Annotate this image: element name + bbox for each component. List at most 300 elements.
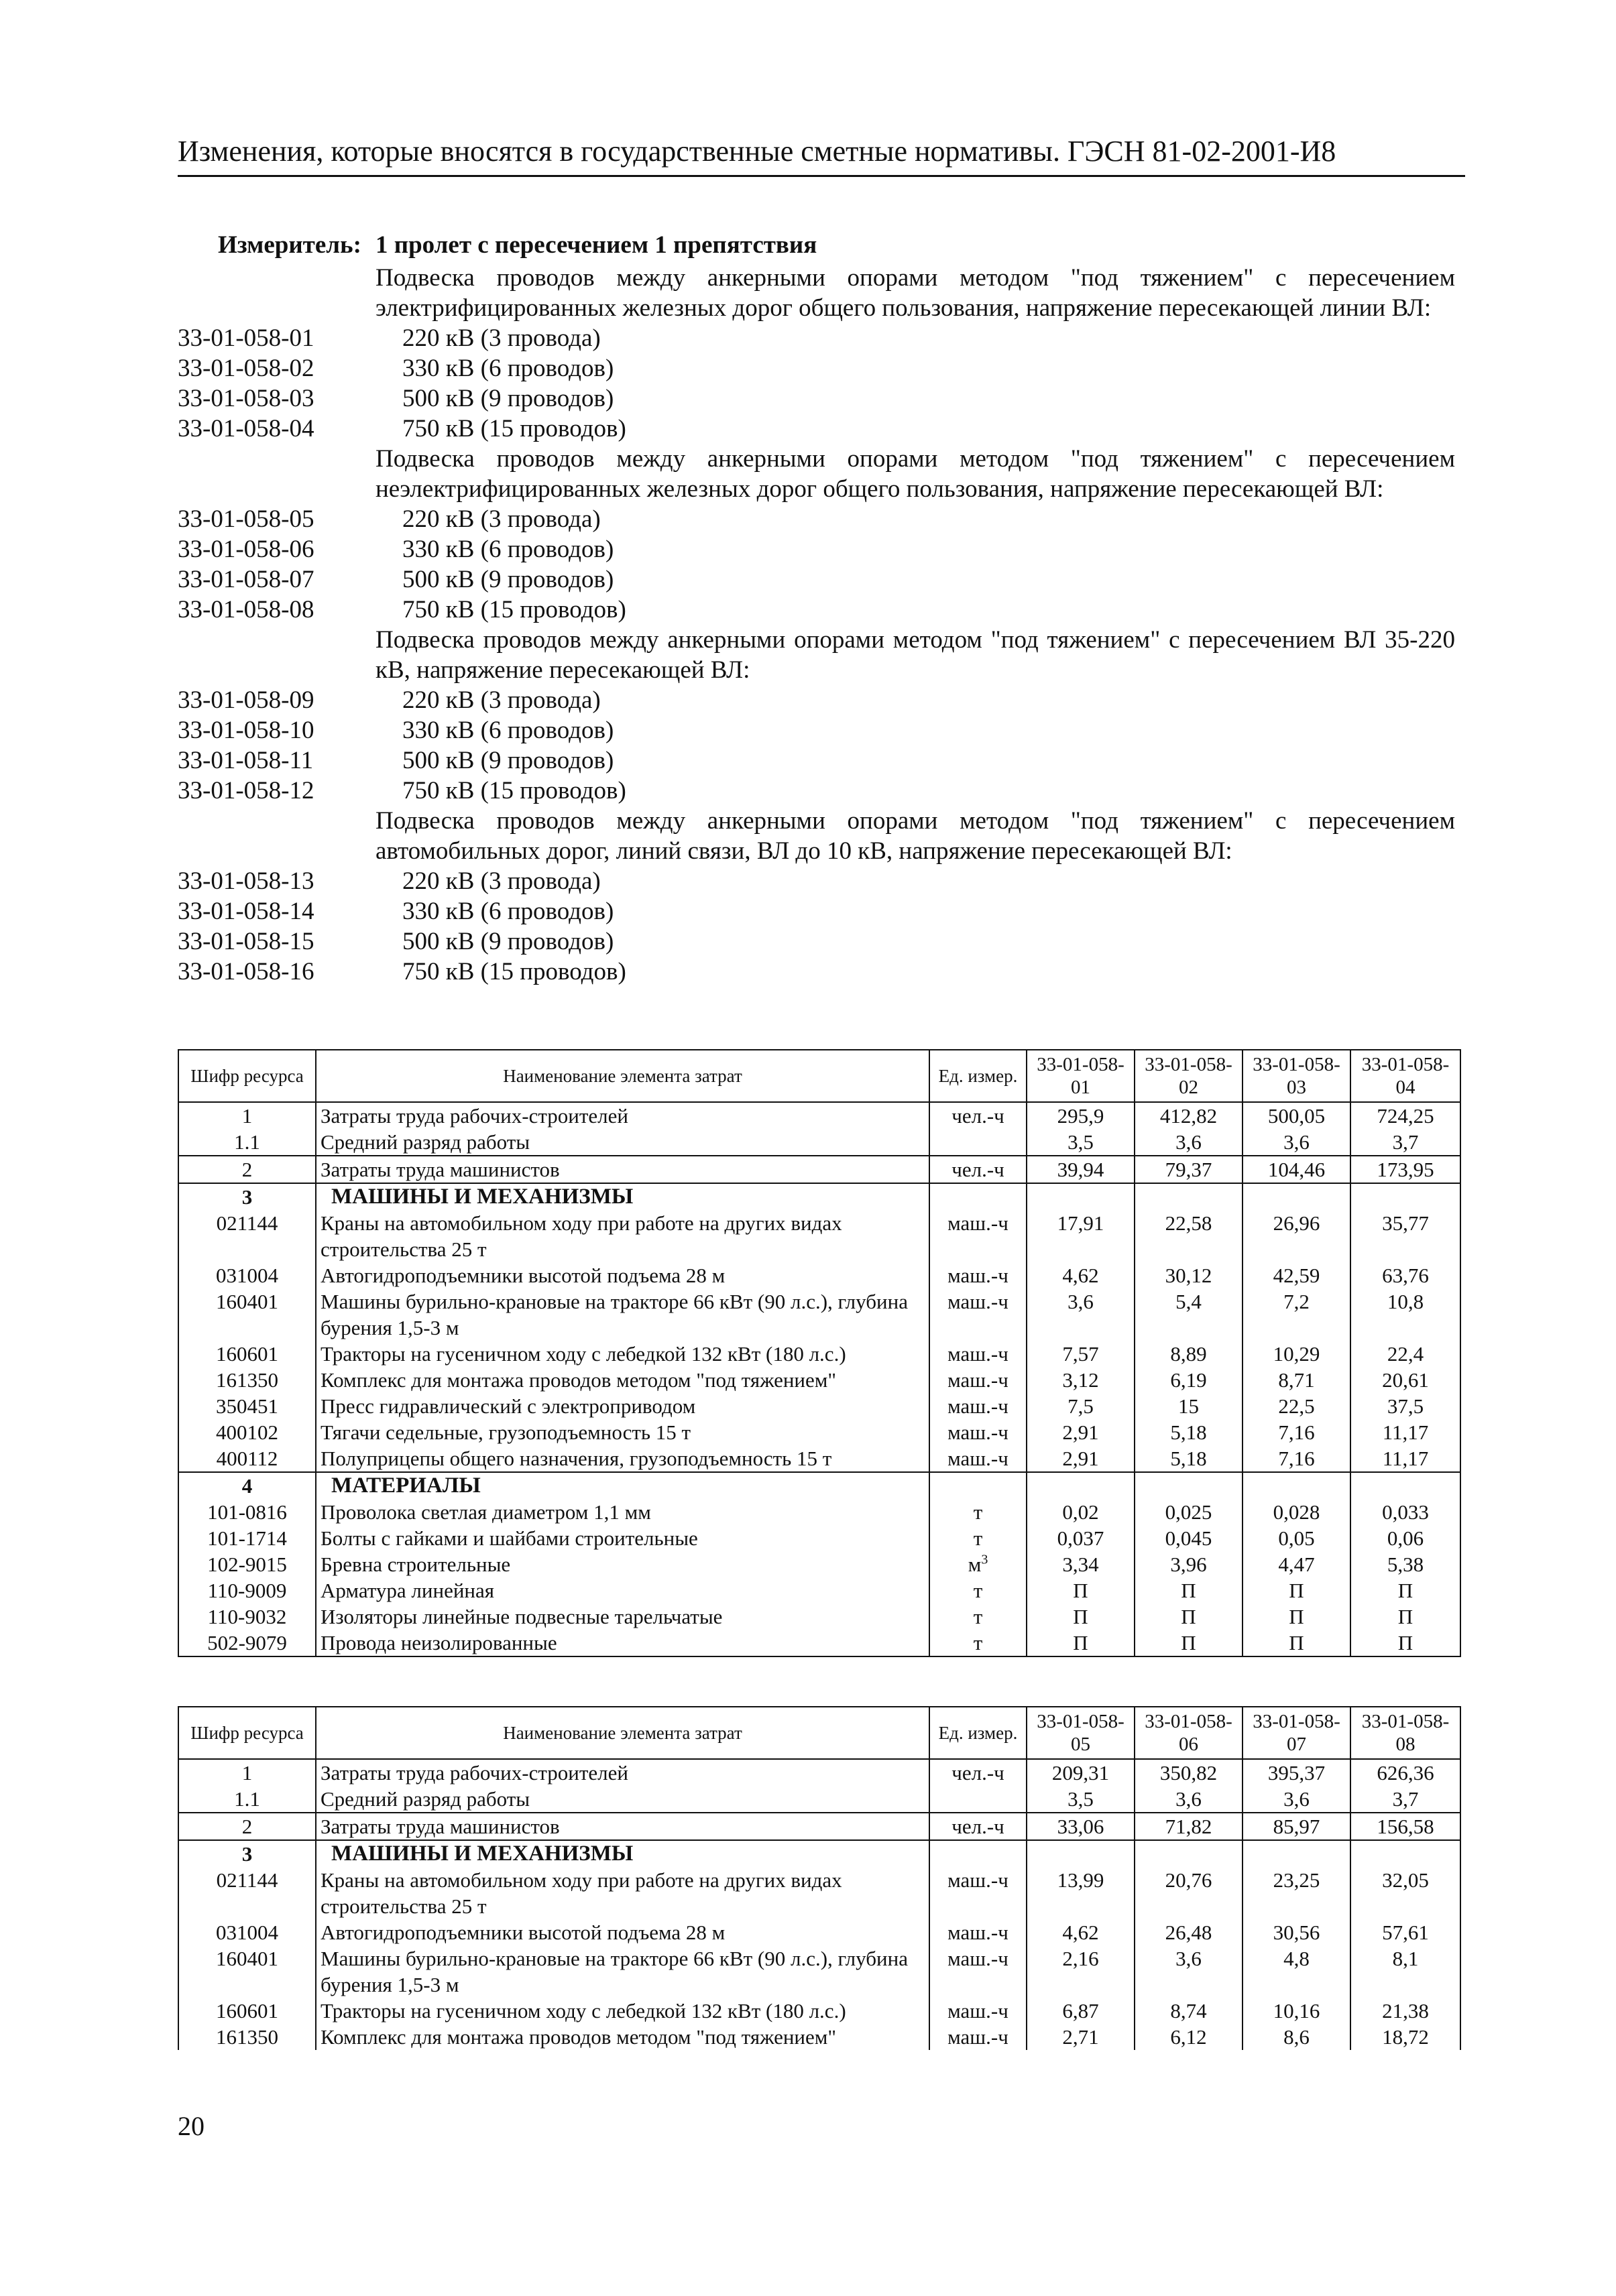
cell-unit <box>929 1945 1027 1998</box>
cell-value: 8,71 <box>1243 1367 1350 1393</box>
cell-value: 10,29 <box>1243 1341 1350 1367</box>
cell-unit <box>929 1577 1027 1604</box>
cell-name: Изоляторы линейные подвесные тарельчатые <box>316 1604 929 1630</box>
cell-name: Арматура линейная <box>316 1577 929 1604</box>
cell-value: 626,36 <box>1350 1759 1460 1786</box>
norm-text: 220 кВ (3 провода) <box>402 505 601 533</box>
cell-value: П <box>1135 1577 1243 1604</box>
cell-value: 18,72 <box>1350 2024 1460 2050</box>
unit-text: маш.-ч <box>947 1921 1008 1944</box>
cell-value: 5,18 <box>1135 1419 1243 1445</box>
norm-text: 750 кВ (15 проводов) <box>402 596 626 623</box>
unit-text: т <box>973 1605 983 1628</box>
cell-value: 0,028 <box>1243 1499 1350 1525</box>
norm-text: 750 кВ (15 проводов) <box>402 777 626 804</box>
norm-code: 33-01-058-07 <box>178 566 314 593</box>
norm-text: 330 кВ (6 проводов) <box>402 898 614 925</box>
cell-value: 22,58 <box>1135 1210 1243 1262</box>
measure-label: Измеритель: <box>218 231 361 259</box>
cell-unit <box>929 1262 1027 1288</box>
table-row <box>178 1367 1460 1393</box>
norm-item <box>178 564 1455 595</box>
cell-value: 15 <box>1135 1393 1243 1419</box>
cell-name: Комплекс для монтажа проводов методом "под тяжением" <box>316 2024 929 2050</box>
cell-value <box>1027 1183 1135 1210</box>
header-norm-code: 33-01-058-03 <box>1243 1050 1350 1102</box>
unit-text: чел.-ч <box>951 1815 1004 1838</box>
norm-item <box>178 745 1455 776</box>
norm-item <box>178 685 1455 715</box>
norm-code: 33-01-058-01 <box>178 324 314 352</box>
cell-value: П <box>1135 1630 1243 1656</box>
table-row <box>178 1445 1460 1472</box>
cell-code: 502-9079 <box>178 1630 316 1656</box>
cell-value: 7,16 <box>1243 1419 1350 1445</box>
header-norm-code: 33-01-058-02 <box>1135 1050 1243 1102</box>
cell-value: П <box>1027 1577 1135 1604</box>
norm-group <box>178 625 1455 806</box>
header-unit: Ед. измер. <box>929 1050 1027 1102</box>
cell-value: 30,12 <box>1135 1262 1243 1288</box>
norm-code: 33-01-058-05 <box>178 505 314 533</box>
cell-value: П <box>1027 1630 1135 1656</box>
table-row <box>178 1102 1460 1129</box>
cell-value: 2,16 <box>1027 1945 1135 1998</box>
cost-table-1 <box>178 1049 1461 1657</box>
cell-unit <box>929 1183 1027 1210</box>
cell-unit <box>929 1472 1027 1499</box>
cell-value: 3,6 <box>1027 1288 1135 1341</box>
unit-superscript: 3 <box>981 1552 988 1567</box>
norm-text: 500 кВ (9 проводов) <box>402 747 614 774</box>
cell-value: 79,37 <box>1135 1156 1243 1183</box>
cell-value: 20,61 <box>1350 1367 1460 1393</box>
norm-item <box>178 323 1455 353</box>
norm-item <box>178 353 1455 383</box>
cell-value: 2,91 <box>1027 1445 1135 1472</box>
cell-unit <box>929 1551 1027 1577</box>
cell-value: 0,037 <box>1027 1525 1135 1551</box>
cell-value: П <box>1243 1604 1350 1630</box>
cell-unit <box>929 1630 1027 1656</box>
table-row <box>178 1288 1460 1341</box>
cell-code: 160601 <box>178 1341 316 1367</box>
norm-code: 33-01-058-16 <box>178 958 314 985</box>
cell-code: 160401 <box>178 1288 316 1341</box>
header-code: Шифр ресурса <box>178 1707 316 1759</box>
cell-value: 4,8 <box>1243 1945 1350 1998</box>
table-row <box>178 1262 1460 1288</box>
table-row <box>178 1129 1460 1156</box>
page-number: 20 <box>178 2111 205 2141</box>
cell-value: 156,58 <box>1350 1813 1460 1840</box>
norm-text: 330 кВ (6 проводов) <box>402 717 614 744</box>
cell-value <box>1350 1840 1460 1867</box>
cell-value: 8,1 <box>1350 1945 1460 1998</box>
cell-value: 3,6 <box>1135 1129 1243 1156</box>
cell-value: 395,37 <box>1243 1759 1350 1786</box>
table-row <box>178 1919 1460 1945</box>
cell-code: 021144 <box>178 1867 316 1919</box>
cell-value: П <box>1243 1630 1350 1656</box>
cell-value: 26,48 <box>1135 1919 1243 1945</box>
header-norm-code: 33-01-058-01 <box>1027 1050 1135 1102</box>
cell-value: 10,16 <box>1243 1998 1350 2024</box>
cell-unit <box>929 1840 1027 1867</box>
table-row <box>178 1945 1460 1998</box>
cell-unit <box>929 1129 1027 1156</box>
cell-value <box>1350 1472 1460 1499</box>
cell-value: 0,02 <box>1027 1499 1135 1525</box>
cell-code: 101-0816 <box>178 1499 316 1525</box>
cell-unit <box>929 2024 1027 2050</box>
unit-text: маш.-ч <box>947 1264 1008 1287</box>
cell-value: 23,25 <box>1243 1867 1350 1919</box>
cell-value <box>1350 1183 1460 1210</box>
cell-code: 3 <box>178 1840 316 1867</box>
norm-item <box>178 414 1455 444</box>
cell-name: Болты с гайками и шайбами строительные <box>316 1525 929 1551</box>
header-code: Шифр ресурса <box>178 1050 316 1102</box>
cell-value <box>1027 1840 1135 1867</box>
cell-value: 3,5 <box>1027 1129 1135 1156</box>
norm-text: 500 кВ (9 проводов) <box>402 566 614 593</box>
cell-value: 42,59 <box>1243 1262 1350 1288</box>
table-row <box>178 1759 1460 1786</box>
cell-name: Средний разряд работы <box>316 1129 929 1156</box>
unit-text: маш.-ч <box>947 1394 1008 1418</box>
cell-code: 102-9015 <box>178 1551 316 1577</box>
cell-value: 5,18 <box>1135 1445 1243 1472</box>
cell-name: Проволока светлая диаметром 1,1 мм <box>316 1499 929 1525</box>
cell-value: 71,82 <box>1135 1813 1243 1840</box>
cell-name: Автогидроподъемники высотой подъема 28 м <box>316 1919 929 1945</box>
norm-item <box>178 926 1455 957</box>
cell-name: МАШИНЫ И МЕХАНИЗМЫ <box>316 1840 929 1867</box>
norm-code: 33-01-058-06 <box>178 536 314 563</box>
unit-text: т <box>973 1631 983 1654</box>
cell-value: 3,6 <box>1135 1786 1243 1813</box>
cell-value: 57,61 <box>1350 1919 1460 1945</box>
norm-code: 33-01-058-14 <box>178 898 314 925</box>
cell-value: 22,5 <box>1243 1393 1350 1419</box>
unit-text: маш.-ч <box>947 1868 1008 1892</box>
cell-value: 3,5 <box>1027 1786 1135 1813</box>
cell-value <box>1243 1840 1350 1867</box>
cell-code: 110-9032 <box>178 1604 316 1630</box>
cell-code: 161350 <box>178 1367 316 1393</box>
cell-code: 400102 <box>178 1419 316 1445</box>
cell-name: Полуприцепы общего назначения, грузоподъемность 15 т <box>316 1445 929 1472</box>
table-row <box>178 1419 1460 1445</box>
cell-unit <box>929 1919 1027 1945</box>
table-row <box>178 1630 1460 1656</box>
cell-value <box>1243 1472 1350 1499</box>
table-row <box>178 2024 1460 2050</box>
cell-value: 3,7 <box>1350 1129 1460 1156</box>
table-row <box>178 1577 1460 1604</box>
unit-text: маш.-ч <box>947 1447 1008 1470</box>
header-name: Наименование элемента затрат <box>316 1050 929 1102</box>
cell-value: 7,2 <box>1243 1288 1350 1341</box>
cell-name: МАШИНЫ И МЕХАНИЗМЫ <box>316 1183 929 1210</box>
cell-unit <box>929 1813 1027 1840</box>
cell-code: 101-1714 <box>178 1525 316 1551</box>
cell-unit <box>929 1341 1027 1367</box>
group-description: Подвеска проводов между анкерными опорами методом "под тяжением" с пересечением ВЛ 35-220 кВ, напряжение пересекающей ВЛ: <box>376 626 1455 684</box>
cell-value: 7,5 <box>1027 1393 1135 1419</box>
header-norm-code: 33-01-058-08 <box>1350 1707 1460 1759</box>
cell-unit <box>929 1786 1027 1813</box>
unit-text: м <box>968 1553 982 1576</box>
norm-code: 33-01-058-03 <box>178 385 314 412</box>
cell-code: 021144 <box>178 1210 316 1262</box>
norm-text: 500 кВ (9 проводов) <box>402 928 614 955</box>
cell-value: 2,91 <box>1027 1419 1135 1445</box>
header-name: Наименование элемента затрат <box>316 1707 929 1759</box>
cell-value: 26,96 <box>1243 1210 1350 1262</box>
table-row <box>178 1393 1460 1419</box>
cell-value <box>1135 1472 1243 1499</box>
cell-code: 031004 <box>178 1262 316 1288</box>
cell-code: 1 <box>178 1759 316 1786</box>
norm-text: 220 кВ (3 провода) <box>402 324 601 352</box>
unit-text: маш.-ч <box>947 1421 1008 1444</box>
table-row <box>178 1867 1460 1919</box>
cell-unit <box>929 1367 1027 1393</box>
cell-code: 1.1 <box>178 1786 316 1813</box>
header-norm-code: 33-01-058-06 <box>1135 1707 1243 1759</box>
cell-name: МАТЕРИАЛЫ <box>316 1472 929 1499</box>
table-row <box>178 1604 1460 1630</box>
cell-name: Краны на автомобильном ходу при работе на других видах строительства 25 т <box>316 1210 929 1262</box>
cell-value: 22,4 <box>1350 1341 1460 1367</box>
header-norm-code: 33-01-058-04 <box>1350 1050 1460 1102</box>
cell-value: 8,89 <box>1135 1341 1243 1367</box>
table-row <box>178 1499 1460 1525</box>
cell-value <box>1243 1183 1350 1210</box>
cell-unit <box>929 1288 1027 1341</box>
cell-value: 35,77 <box>1350 1210 1460 1262</box>
cell-value: 209,31 <box>1027 1759 1135 1786</box>
cell-value: 3,6 <box>1135 1945 1243 1998</box>
unit-text: чел.-ч <box>951 1761 1004 1785</box>
cell-value: 3,96 <box>1135 1551 1243 1577</box>
cell-unit <box>929 1499 1027 1525</box>
cell-value: 4,47 <box>1243 1551 1350 1577</box>
cell-value: 33,06 <box>1027 1813 1135 1840</box>
unit-text: чел.-ч <box>951 1104 1004 1128</box>
cell-value: 3,7 <box>1350 1786 1460 1813</box>
cell-value: 11,17 <box>1350 1419 1460 1445</box>
norm-code: 33-01-058-02 <box>178 355 314 382</box>
cell-value: 3,34 <box>1027 1551 1135 1577</box>
norm-item <box>178 595 1455 625</box>
unit-text: т <box>973 1500 983 1524</box>
cell-unit <box>929 1393 1027 1419</box>
header-unit: Ед. измер. <box>929 1707 1027 1759</box>
group-description: Подвеска проводов между анкерными опорами методом "под тяжением" с пересечением автомобильных дорог, линий связи, ВЛ до 10 кВ, напряжение пересекающей ВЛ: <box>376 807 1455 865</box>
cell-name: Средний разряд работы <box>316 1786 929 1813</box>
cell-code: 3 <box>178 1183 316 1210</box>
group-description: Подвеска проводов между анкерными опорами методом "под тяжением" с пересечением неэлектрифицированных железных дорог общего пользования, напряжение пересекающей ВЛ: <box>376 445 1455 503</box>
norm-item <box>178 534 1455 564</box>
cell-value: 3,12 <box>1027 1367 1135 1393</box>
unit-text: маш.-ч <box>947 1211 1008 1235</box>
norm-item <box>178 866 1455 896</box>
unit-text: маш.-ч <box>947 1368 1008 1392</box>
norm-item <box>178 896 1455 926</box>
header-norm-code: 33-01-058-05 <box>1027 1707 1135 1759</box>
cell-value: 7,16 <box>1243 1445 1350 1472</box>
cell-value: П <box>1243 1577 1350 1604</box>
cell-code: 2 <box>178 1813 316 1840</box>
norm-item <box>178 715 1455 745</box>
cell-name: Комплекс для монтажа проводов методом "под тяжением" <box>316 1367 929 1393</box>
cell-value: 85,97 <box>1243 1813 1350 1840</box>
cell-value: П <box>1350 1630 1460 1656</box>
table-header-row <box>178 1707 1460 1759</box>
cell-value: 17,91 <box>1027 1210 1135 1262</box>
cost-table-2 <box>178 1706 1461 2050</box>
cell-name: Машины бурильно-крановые на тракторе 66 кВт (90 л.с.), глубина бурения 1,5-3 м <box>316 1288 929 1341</box>
cell-value: 10,8 <box>1350 1288 1460 1341</box>
cell-value: 4,62 <box>1027 1919 1135 1945</box>
cell-code: 4 <box>178 1472 316 1499</box>
cell-unit <box>929 1210 1027 1262</box>
norm-groups <box>178 263 1455 987</box>
cell-value: 8,74 <box>1135 1998 1243 2024</box>
cell-value: 0,05 <box>1243 1525 1350 1551</box>
cell-name: Затраты труда рабочих-строителей <box>316 1102 929 1129</box>
norm-code: 33-01-058-10 <box>178 717 314 744</box>
norm-text: 330 кВ (6 проводов) <box>402 536 614 563</box>
cell-code: 110-9009 <box>178 1577 316 1604</box>
table-row <box>178 1998 1460 2024</box>
norm-item <box>178 957 1455 987</box>
cell-name: Тракторы на гусеничном ходу с лебедкой 132 кВт (180 л.с.) <box>316 1998 929 2024</box>
cell-value: 6,19 <box>1135 1367 1243 1393</box>
cell-name: Машины бурильно-крановые на тракторе 66 кВт (90 л.с.), глубина бурения 1,5-3 м <box>316 1945 929 1998</box>
cell-unit <box>929 1998 1027 2024</box>
cell-code: 031004 <box>178 1919 316 1945</box>
cell-name: Затраты труда машинистов <box>316 1813 929 1840</box>
cell-unit <box>929 1102 1027 1129</box>
cell-name: Пресс гидравлический с электроприводом <box>316 1393 929 1419</box>
cell-value: 4,62 <box>1027 1262 1135 1288</box>
norm-group <box>178 444 1455 625</box>
norm-text: 220 кВ (3 провода) <box>402 867 601 895</box>
cell-name: Тракторы на гусеничном ходу с лебедкой 132 кВт (180 л.с.) <box>316 1341 929 1367</box>
cell-name: Провода неизолированные <box>316 1630 929 1656</box>
table-row <box>178 1472 1460 1499</box>
cell-value: 0,033 <box>1350 1499 1460 1525</box>
cell-value: 350,82 <box>1135 1759 1243 1786</box>
norm-text: 330 кВ (6 проводов) <box>402 355 614 382</box>
cell-value: 8,6 <box>1243 2024 1350 2050</box>
cell-code: 2 <box>178 1156 316 1183</box>
cell-value: 0,025 <box>1135 1499 1243 1525</box>
cell-value: 6,12 <box>1135 2024 1243 2050</box>
cell-code: 160601 <box>178 1998 316 2024</box>
cell-unit <box>929 1525 1027 1551</box>
cell-name: Краны на автомобильном ходу при работе на других видах строительства 25 т <box>316 1867 929 1919</box>
cell-name: Тягачи седельные, грузоподъемность 15 т <box>316 1419 929 1445</box>
cell-unit <box>929 1867 1027 1919</box>
cell-value: П <box>1027 1604 1135 1630</box>
table-row <box>178 1210 1460 1262</box>
table-row <box>178 1786 1460 1813</box>
norm-code: 33-01-058-08 <box>178 596 314 623</box>
norm-item <box>178 504 1455 534</box>
cell-code: 160401 <box>178 1945 316 1998</box>
cell-value: П <box>1135 1604 1243 1630</box>
norm-text: 750 кВ (15 проводов) <box>402 415 626 442</box>
cell-value: 6,87 <box>1027 1998 1135 2024</box>
cell-value: 63,76 <box>1350 1262 1460 1288</box>
cell-code: 350451 <box>178 1393 316 1419</box>
unit-text: маш.-ч <box>947 1290 1008 1313</box>
measure-line <box>218 231 817 259</box>
cell-value: 412,82 <box>1135 1102 1243 1129</box>
cell-value: 173,95 <box>1350 1156 1460 1183</box>
cell-code: 161350 <box>178 2024 316 2050</box>
cell-code: 1.1 <box>178 1129 316 1156</box>
cell-value: 2,71 <box>1027 2024 1135 2050</box>
cell-value: 3,6 <box>1243 1129 1350 1156</box>
unit-text: маш.-ч <box>947 1342 1008 1366</box>
cell-code: 1 <box>178 1102 316 1129</box>
cell-unit <box>929 1156 1027 1183</box>
table-row <box>178 1183 1460 1210</box>
norm-code: 33-01-058-15 <box>178 928 314 955</box>
unit-text: чел.-ч <box>951 1158 1004 1181</box>
cell-unit <box>929 1759 1027 1786</box>
cell-name: Бревна строительные <box>316 1551 929 1577</box>
norm-code: 33-01-058-12 <box>178 777 314 804</box>
cell-value: 5,38 <box>1350 1551 1460 1577</box>
norm-text: 500 кВ (9 проводов) <box>402 385 614 412</box>
cell-value: 21,38 <box>1350 1998 1460 2024</box>
cell-value: 20,76 <box>1135 1867 1243 1919</box>
cell-value: 104,46 <box>1243 1156 1350 1183</box>
cell-unit <box>929 1604 1027 1630</box>
table-row <box>178 1813 1460 1840</box>
norm-group <box>178 263 1455 444</box>
cell-value: 295,9 <box>1027 1102 1135 1129</box>
norm-item <box>178 776 1455 806</box>
norm-group <box>178 806 1455 987</box>
cell-value: 37,5 <box>1350 1393 1460 1419</box>
cell-value: 0,06 <box>1350 1525 1460 1551</box>
cell-value: 500,05 <box>1243 1102 1350 1129</box>
cell-value: 39,94 <box>1027 1156 1135 1183</box>
cell-value <box>1135 1840 1243 1867</box>
unit-text: маш.-ч <box>947 1947 1008 1970</box>
norm-item <box>178 383 1455 414</box>
group-description: Подвеска проводов между анкерными опорами методом "под тяжением" с пересечением электрифицированных железных дорог общего пользования, напряжение пересекающей линии ВЛ: <box>376 264 1455 322</box>
table-row <box>178 1341 1460 1367</box>
table-row <box>178 1840 1460 1867</box>
cell-value: П <box>1350 1604 1460 1630</box>
cell-code: 400112 <box>178 1445 316 1472</box>
norm-code: 33-01-058-11 <box>178 747 314 774</box>
cell-name: Автогидроподъемники высотой подъема 28 м <box>316 1262 929 1288</box>
cell-value: 30,56 <box>1243 1919 1350 1945</box>
table-header-row <box>178 1050 1460 1102</box>
cell-value: 3,6 <box>1243 1786 1350 1813</box>
cell-name: Затраты труда рабочих-строителей <box>316 1759 929 1786</box>
